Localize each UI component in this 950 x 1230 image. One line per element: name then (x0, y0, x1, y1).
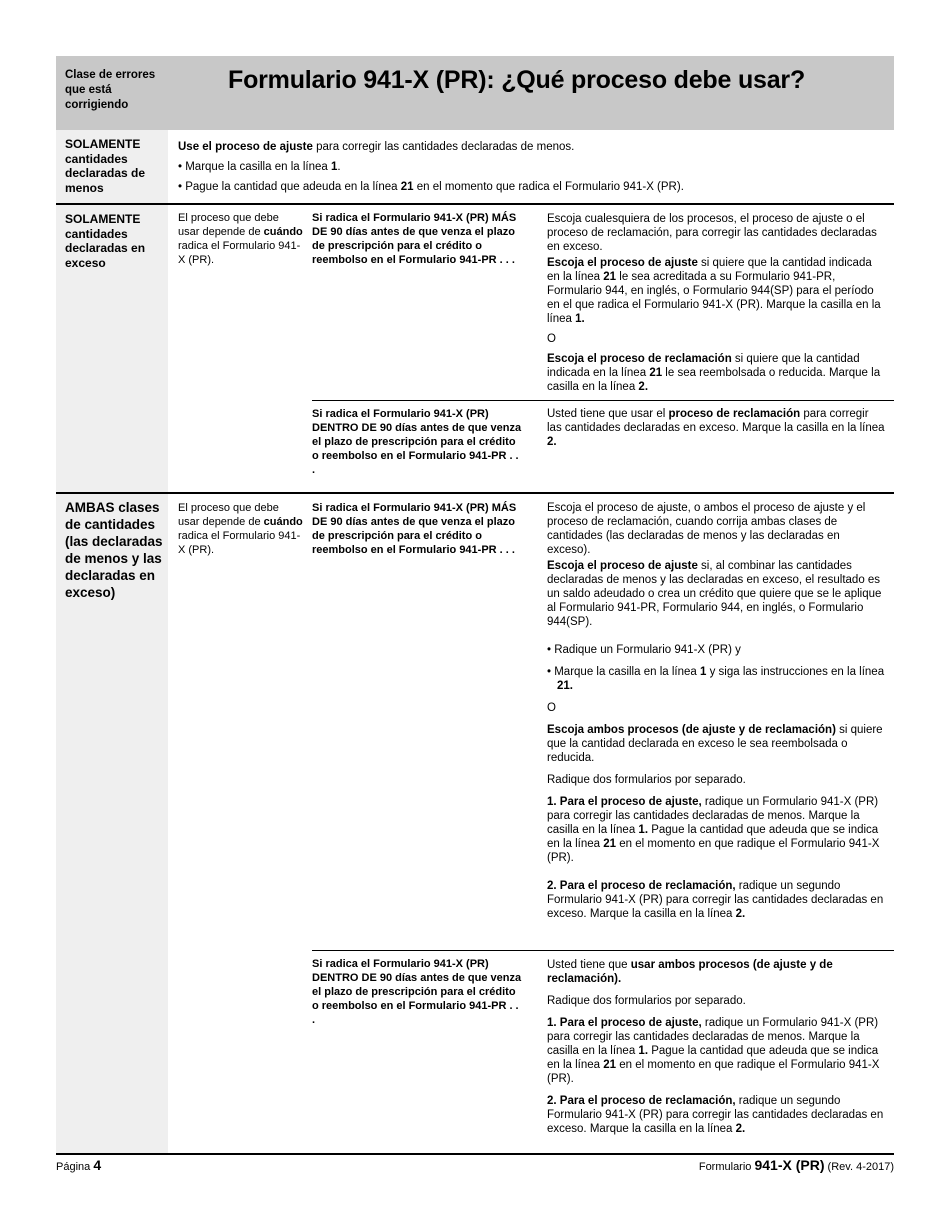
footer-form-number: 941-X (PR) (754, 1157, 825, 1173)
row3-within-p3-bold: 1. Para el proceso de ajuste, (547, 1017, 702, 1029)
row3-more-content (547, 501, 885, 921)
row2-cond-within: Si radica el Formulario 941-X (PR) DENTRO DE 90 días antes de que venza el plazo de prescripción para el crédito o reembolso en el Formulario 941-PR . . . (312, 408, 522, 476)
row1-content (178, 140, 878, 194)
row3-more-p5-c: en el momento en que radique el Formulario 941-X (PR). (547, 838, 880, 864)
row3-more-p5-a: radique un Formulario 941-X (PR) para corregir las cantidades declaradas de menos. Marque la casilla en la línea (547, 796, 879, 836)
row3-within-p1-bold: usar ambos procesos (de ajuste y de reclamación). (547, 959, 833, 985)
row2-more-p2-a: si quiere que la cantidad indicada en la línea (547, 257, 872, 283)
row3-within-p3-a: radique un Formulario 941-X (PR) para corregir las cantidades declaradas de menos. Marque la casilla en la línea (547, 1017, 879, 1057)
row2-more-p2-num2: 1. (575, 313, 585, 325)
row3-more-p6-a: radique un segundo Formulario 941-X (PR) para corregir las cantidades declaradas en exceso. Marque la casilla en la línea (547, 880, 884, 920)
table-bottom-rule (56, 1153, 894, 1155)
row2-depends (178, 211, 303, 267)
row3-more-p5-bold: 1. Para el proceso de ajuste, (547, 796, 702, 808)
row3-bullet2-a: • Marque la casilla en la línea (547, 666, 700, 678)
row3-depends-bold: cuándo (263, 516, 303, 528)
row2-within-bold: proceso de reclamación (668, 408, 801, 420)
page-title: Formulario 941-X (PR): ¿Qué proceso debe usar? (228, 66, 806, 94)
row3-within-p4-bold: 2. Para el proceso de reclamación, (547, 1095, 736, 1107)
row2-more-p3-num: 21 (649, 367, 663, 379)
row3-within-p1-a: Usted tiene que (547, 959, 631, 971)
row3-within-p3-b: Pague la cantidad que adeuda que se indica en la línea (547, 1045, 879, 1071)
sub-divider (312, 950, 894, 951)
row2-more-p3-bold: Escoja el proceso de reclamación (547, 353, 732, 365)
row3-more-p5-num: 1. (638, 824, 649, 836)
footer-form-word: Formulario (698, 1161, 755, 1173)
row3-more-p3-rest: si quiere que la cantidad declarada en exceso le sea reembolsada o reducida. (547, 724, 883, 764)
row3-within-p4-num: 2. (735, 1123, 746, 1135)
row2-more-p1: Escoja cualesquiera de los procesos, el proceso de ajuste o el proceso de reclamación, para corregir las cantidades declaradas en exceso. (547, 213, 877, 253)
row1-intro-bold: Use el proceso de ajuste (178, 141, 313, 153)
row3-within-p3-num2: 21 (603, 1059, 617, 1071)
row2-label: SOLAMENTE cantidades declaradas en exceso (65, 212, 146, 270)
row2-more-p2-bold: Escoja el proceso de ajuste (547, 257, 698, 269)
row2-cond-more: Si radica el Formulario 941-X (PR) MÁS DE 90 días antes de que venza el plazo de prescripción para el crédito o reembolso en el Formulario 941-PR . . . (312, 212, 517, 266)
row3-within-p3-num: 1. (638, 1045, 649, 1057)
row3-bullet2-b: y siga las instrucciones en la línea (706, 666, 885, 678)
sub-divider (312, 400, 894, 401)
row3-depends-rest: radica el Formulario 941-X (PR). (178, 530, 301, 556)
row1-bullet2-rest: en el momento que radica el Formulario 941-X (PR). (413, 181, 684, 193)
row-divider (56, 203, 894, 205)
row1-intro-rest: para corregir las cantidades declaradas de menos. (312, 141, 575, 153)
row3-bullet2-num: 1 (699, 666, 707, 678)
row3-within-p2: Radique dos formularios por separado. (547, 995, 746, 1007)
row2-more-p3-num2: 2. (638, 381, 649, 393)
row2-within-num: 2. (547, 436, 557, 448)
row3-more-p3-bold: Escoja ambos procesos (de ajuste y de reclamación) (547, 724, 836, 736)
row3-more-p1: Escoja el proceso de ajuste, o ambos el proceso de ajuste y el proceso de reclamación, cuando corrija ambas clases de cantidades (las declaradas de menos y las declaradas en exceso). (547, 502, 866, 556)
row1-bullet1: • Marque la casilla en la línea (178, 161, 331, 173)
row2-more-p3-a: si quiere que la cantidad indicada en la línea (547, 353, 860, 379)
row2-within-b: para corregir las cantidades declaradas en exceso. Marque la casilla en la línea (547, 408, 885, 434)
row3-depends-a: El proceso que debe usar depende de (178, 502, 279, 528)
row3-bullet2-num2: 21. (557, 680, 573, 692)
row3-more-p4: Radique dos formularios por separado. (547, 774, 746, 786)
row1-bullet1-end: . (337, 161, 341, 173)
column-label: Clase de errores que está corrigiendo (65, 69, 156, 111)
row2-or: O (547, 333, 556, 345)
footer-revision: (Rev. 4-2017) (824, 1161, 894, 1173)
row2-depends-bold: cuándo (263, 226, 303, 238)
row2-more-p2-num: 21 (603, 271, 617, 283)
row2-more-content (547, 212, 885, 394)
row1-bullet1-num: 1 (330, 161, 338, 173)
footer-page-number: 4 (93, 1157, 102, 1173)
row1-bullet2: • Pague la cantidad que adeuda en la línea (178, 181, 401, 193)
row2-depends-rest: radica el Formulario 941-X (PR). (178, 240, 301, 266)
footer-page (56, 1157, 101, 1173)
row2-more-p3-b: le sea reembolsada o reducida. Marque la casilla en la línea (547, 367, 881, 393)
row2-more-p2-b: le sea acreditada a su Formulario 941-PR, Formulario 944, en inglés, o Formulario 944(SP) para el período en el que radica el Formulario 941-X (PR). Marque la casilla en la línea (547, 271, 881, 325)
row3-more-p6-num: 2. (735, 908, 746, 920)
table-header (56, 56, 894, 130)
row3-more-p2-rest: si, al combinar las cantidades declaradas de menos y las declaradas en exceso, el resultado es un saldo adeudado o crea un crédito que quiere que se le aplique al Formulario 941-PR, Formulario 944, en inglés, o Formulario 944(SP). (547, 560, 882, 628)
row3-cond-within: Si radica el Formulario 941-X (PR) DENTRO DE 90 días antes de que venza el plazo de prescripción para el crédito o reembolso en el Formulario 941-PR . . . (312, 958, 522, 1026)
row3-within-p3-c: en el momento en que radique el Formulario 941-X (PR). (547, 1059, 880, 1085)
footer-page-word: Página (56, 1161, 94, 1173)
row1-label: SOLAMENTE cantidades declaradas de menos (65, 137, 146, 195)
row2-depends-a: El proceso que debe usar depende de (178, 212, 279, 238)
row2-within-a: Usted tiene que usar el (547, 408, 669, 420)
row3-within-p4-a: radique un segundo Formulario 941-X (PR) para corregir las cantidades declaradas en exceso. Marque la casilla en la línea (547, 1095, 884, 1135)
row3-cond-more: Si radica el Formulario 941-X (PR) MÁS DE 90 días antes de que venza el plazo de prescripción para el crédito o reembolso en el Formulario 941-PR . . . (312, 502, 517, 556)
row3-more-p5-num2: 21 (603, 838, 617, 850)
row3-bullet1: • Radique un Formulario 941-X (PR) y (547, 644, 741, 656)
row3-more-p6-bold: 2. Para el proceso de reclamación, (547, 880, 736, 892)
row3-within-content (547, 958, 885, 1136)
footer-form (699, 1157, 894, 1173)
row3-label: AMBAS clases de cantidades (las declaradas de menos y las declaradas en exceso) (65, 500, 163, 600)
row3-or: O (547, 702, 556, 714)
row-divider (56, 492, 894, 494)
row1-bullet2-num: 21 (400, 181, 414, 193)
row3-more-p5-b: Pague la cantidad que adeuda que se indica en la línea (547, 824, 879, 850)
label-column-bg (56, 130, 168, 1154)
row3-more-p2-bold: Escoja el proceso de ajuste (547, 560, 698, 572)
row2-within-content (547, 407, 885, 449)
row3-depends (178, 501, 303, 557)
